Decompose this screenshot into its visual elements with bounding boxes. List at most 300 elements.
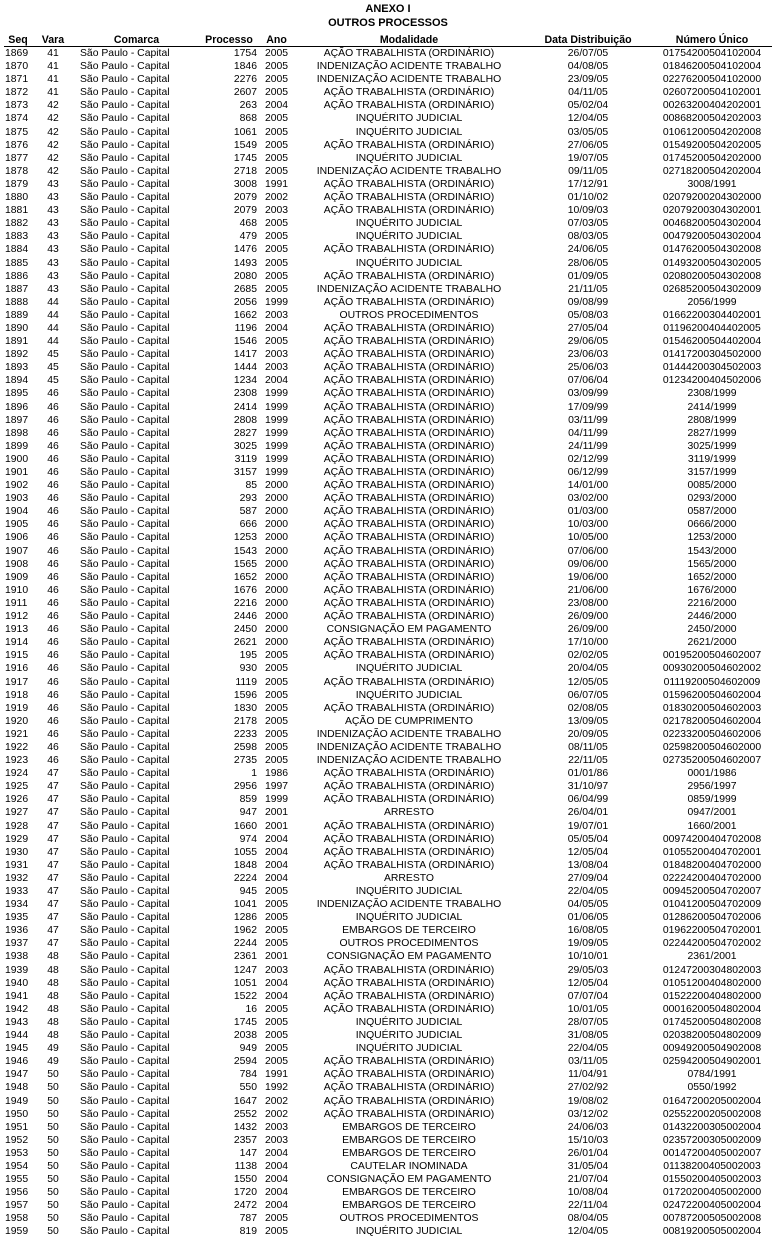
ano-cell: 2000 [264, 584, 289, 596]
ano-cell: 2004 [264, 322, 289, 334]
ano-cell: 2001 [264, 951, 289, 963]
vara-cell: 46 [47, 702, 59, 714]
modalidade-cell: AÇÃO TRABALHISTA (ORDINÁRIO) [323, 1056, 495, 1068]
seq-cell: 1914 [5, 637, 29, 649]
numero-unico-cell: 02224200404702000 [662, 872, 762, 884]
processo-cell: 1476 [233, 244, 257, 256]
vara-cell: 50 [47, 1174, 59, 1186]
ano-cell: 2005 [264, 650, 289, 662]
processo-cell: 2594 [233, 1056, 257, 1068]
comarca-cell: São Paulo - Capital [80, 912, 170, 924]
vara-cell: 46 [47, 453, 59, 465]
comarca-cell: São Paulo - Capital [80, 1030, 170, 1042]
ano-cell: 2005 [264, 87, 289, 99]
processo-cell: 2598 [233, 741, 257, 753]
ano-cell: 2005 [264, 741, 289, 753]
table-row [4, 217, 772, 230]
ano-cell: 2005 [264, 139, 289, 151]
vara-cell: 41 [47, 87, 59, 99]
processo-cell: 1962 [233, 925, 257, 937]
data-distribuicao-cell: 20/04/05 [567, 663, 609, 675]
table-row [4, 1108, 772, 1121]
numero-unico-cell: 01662200304402001 [662, 309, 762, 321]
table-row [4, 545, 772, 558]
processo-cell: 3157 [233, 467, 257, 478]
seq-cell: 1885 [5, 257, 29, 269]
ano-cell: 2003 [264, 309, 289, 321]
comarca-cell: São Paulo - Capital [80, 676, 170, 688]
seq-cell: 1924 [5, 768, 29, 780]
processo-cell: 2808 [233, 414, 257, 426]
ano-cell: 2003 [264, 1121, 289, 1133]
comarca-cell: São Paulo - Capital [80, 650, 170, 662]
data-distribuicao-cell: 03/02/00 [567, 493, 609, 505]
vara-cell: 42 [47, 152, 59, 164]
ano-cell: 2004 [264, 872, 289, 884]
modalidade-cell: AÇÃO TRABALHISTA (ORDINÁRIO) [323, 676, 495, 688]
seq-cell: 1900 [5, 453, 29, 465]
data-distribuicao-cell: 17/09/99 [567, 401, 609, 413]
vara-cell: 42 [47, 126, 59, 138]
vara-cell: 46 [47, 728, 59, 740]
table-row [4, 859, 772, 872]
seq-cell: 1933 [5, 886, 29, 897]
vara-cell: 50 [47, 1160, 59, 1172]
numero-unico-cell: 02244200504702002 [662, 938, 762, 950]
vara-cell: 46 [47, 558, 59, 570]
seq-cell: 1949 [5, 1095, 29, 1107]
ano-cell: 2005 [264, 925, 289, 937]
seq-cell: 1951 [5, 1121, 29, 1133]
table-row [4, 492, 772, 505]
comarca-cell: São Paulo - Capital [80, 1187, 170, 1199]
vara-cell: 45 [47, 349, 59, 361]
seq-cell: 1884 [5, 244, 29, 256]
seq-cell: 1882 [5, 218, 29, 230]
ano-cell: 2005 [264, 283, 289, 295]
table-row [4, 793, 772, 806]
table-row [4, 60, 772, 73]
data-distribuicao-cell: 27/02/92 [567, 1082, 609, 1094]
column-header-data-distribuicao: Data Distribuição [524, 35, 652, 47]
numero-unico-cell: 0784/1991 [687, 1069, 737, 1081]
processo-cell: 2450 [233, 624, 257, 636]
ano-cell: 2005 [264, 912, 289, 924]
column-header-vara: Vara [32, 35, 74, 47]
processo-cell: 1234 [233, 375, 257, 387]
processo-cell: 1647 [233, 1095, 257, 1107]
comarca-cell: São Paulo - Capital [80, 100, 170, 112]
seq-cell: 1934 [5, 899, 29, 911]
comarca-cell: São Paulo - Capital [80, 453, 170, 465]
seq-cell: 1890 [5, 322, 29, 334]
modalidade-cell: AÇÃO TRABALHISTA (ORDINÁRIO) [323, 1095, 495, 1107]
vara-cell: 48 [47, 964, 59, 976]
numero-unico-cell: 01596200504602004 [662, 689, 762, 701]
vara-cell: 50 [47, 1121, 59, 1133]
data-distribuicao-cell: 22/11/04 [568, 1200, 608, 1212]
numero-unico-cell: 02276200504102000 [662, 74, 762, 86]
modalidade-cell: EMBARGOS DE TERCEIRO [342, 1121, 476, 1133]
numero-unico-cell: 1652/2000 [687, 571, 737, 583]
ano-cell: 2000 [264, 611, 289, 623]
processo-cell: 293 [239, 493, 257, 505]
numero-unico-cell: 2056/1999 [687, 296, 737, 308]
data-distribuicao-cell: 07/03/05 [567, 218, 609, 230]
data-distribuicao-cell: 04/11/05 [568, 87, 608, 99]
data-distribuicao-cell: 09/06/00 [567, 558, 609, 570]
ano-cell: 2005 [264, 61, 289, 73]
vara-cell: 46 [47, 584, 59, 596]
modalidade-cell: AÇÃO TRABALHISTA (ORDINÁRIO) [323, 532, 495, 544]
vara-cell: 46 [47, 689, 59, 701]
page-title: ANEXO I [365, 3, 411, 15]
modalidade-cell: INDENIZAÇÃO ACIDENTE TRABALHO [316, 741, 502, 753]
seq-cell: 1893 [5, 362, 29, 374]
numero-unico-cell: 01745200504802008 [662, 1016, 762, 1028]
ano-cell: 2004 [264, 990, 289, 1002]
ano-cell: 2000 [264, 480, 289, 492]
table-row [4, 387, 772, 400]
processo-cell: 1119 [235, 676, 257, 688]
seq-cell: 1905 [5, 519, 29, 531]
numero-unico-cell: 2956/1997 [687, 781, 737, 793]
ano-cell: 1999 [264, 401, 289, 413]
processo-cell: 3119 [234, 453, 257, 465]
ano-cell: 2005 [264, 126, 289, 138]
vara-cell: 47 [47, 820, 59, 832]
seq-cell: 1920 [5, 715, 29, 727]
ano-cell: 2001 [264, 820, 289, 832]
table-row [4, 191, 772, 204]
processo-cell: 1493 [233, 257, 257, 269]
ano-cell: 2000 [264, 624, 289, 636]
numero-unico-cell: 01286200504702006 [662, 912, 762, 924]
processo-cell: 1720 [233, 1187, 257, 1199]
numero-unico-cell: 1660/2001 [687, 820, 737, 832]
comarca-cell: São Paulo - Capital [80, 322, 170, 334]
vara-cell: 45 [47, 362, 59, 374]
ano-cell: 2000 [264, 637, 289, 649]
ano-cell: 2005 [264, 702, 289, 714]
modalidade-cell: INQUÉRITO JUDICIAL [355, 886, 463, 897]
processo-cell: 2178 [233, 715, 257, 727]
vara-cell: 46 [47, 755, 59, 767]
modalidade-cell: AÇÃO TRABALHISTA (ORDINÁRIO) [323, 545, 495, 557]
comarca-cell: São Paulo - Capital [80, 493, 170, 505]
vara-cell: 42 [47, 113, 59, 125]
data-distribuicao-cell: 08/03/05 [567, 231, 609, 243]
seq-cell: 1921 [5, 728, 29, 740]
numero-unico-cell: 00016200504802004 [662, 1003, 762, 1015]
seq-cell: 1871 [5, 74, 29, 86]
data-distribuicao-cell: 26/09/00 [567, 624, 609, 636]
seq-cell: 1917 [5, 676, 29, 688]
numero-unico-cell: 01846200504102004 [662, 61, 762, 73]
table-row [4, 754, 772, 767]
vara-cell: 47 [47, 859, 59, 871]
numero-unico-cell: 00263200404202001 [662, 100, 762, 112]
modalidade-cell: AÇÃO TRABALHISTA (ORDINÁRIO) [323, 558, 495, 570]
modalidade-cell: AÇÃO TRABALHISTA (ORDINÁRIO) [323, 480, 495, 492]
seq-cell: 1903 [5, 493, 29, 505]
vara-cell: 46 [47, 506, 59, 518]
vara-cell: 49 [47, 1043, 59, 1055]
vara-cell: 48 [47, 1016, 59, 1028]
modalidade-cell: AÇÃO TRABALHISTA (ORDINÁRIO) [323, 296, 495, 308]
comarca-cell: São Paulo - Capital [80, 349, 170, 361]
data-distribuicao-cell: 01/09/05 [567, 270, 609, 282]
modalidade-cell: OUTROS PROCEDIMENTOS [339, 1213, 479, 1225]
seq-cell: 1888 [5, 296, 29, 308]
table-row [4, 1134, 772, 1147]
numero-unico-cell: 2361/2001 [687, 951, 737, 963]
table-row [4, 230, 772, 243]
ano-cell: 2005 [264, 244, 289, 256]
data-distribuicao-cell: 27/06/05 [567, 139, 609, 151]
table-row [4, 309, 772, 322]
numero-unico-cell: 00945200504702007 [662, 886, 762, 897]
column-header-seq: Seq [4, 35, 32, 47]
vara-cell: 49 [47, 1056, 59, 1068]
vara-cell: 44 [47, 296, 59, 308]
processo-cell: 2038 [233, 1030, 257, 1042]
numero-unico-cell: 2827/1999 [687, 427, 737, 439]
modalidade-cell: CONSIGNAÇÃO EM PAGAMENTO [326, 624, 492, 636]
processo-cell: 1676 [233, 584, 257, 596]
processo-cell: 1550 [233, 1174, 257, 1186]
ano-cell: 2005 [264, 1043, 289, 1055]
seq-cell: 1874 [5, 113, 29, 125]
processo-cell: 2414 [233, 401, 257, 413]
table-row [4, 335, 772, 348]
seq-cell: 1876 [5, 139, 29, 151]
data-distribuicao-cell: 12/04/05 [567, 113, 609, 125]
numero-unico-cell: 02594200504902001 [662, 1056, 762, 1068]
processo-cell: 1055 [233, 846, 257, 858]
table-row [4, 872, 772, 885]
modalidade-cell: CONSIGNAÇÃO EM PAGAMENTO [326, 951, 492, 963]
processo-cell: 949 [239, 1043, 257, 1055]
data-distribuicao-cell: 21/06/00 [567, 584, 609, 596]
seq-cell: 1944 [5, 1030, 29, 1042]
ano-cell: 2004 [264, 1200, 289, 1212]
processo-cell: 974 [239, 833, 257, 845]
seq-cell: 1959 [5, 1226, 29, 1238]
ano-cell: 2000 [264, 545, 289, 557]
ano-cell: 2005 [264, 676, 289, 688]
comarca-cell: São Paulo - Capital [80, 401, 170, 413]
comarca-cell: São Paulo - Capital [80, 833, 170, 845]
comarca-cell: São Paulo - Capital [80, 532, 170, 544]
table-row [4, 270, 772, 283]
numero-unico-cell: 02080200504302008 [662, 270, 762, 282]
data-distribuicao-cell: 12/05/04 [567, 846, 609, 858]
table-row [4, 584, 772, 597]
processo-cell: 2244 [233, 938, 257, 950]
comarca-cell: São Paulo - Capital [80, 624, 170, 636]
processo-cell: 2357 [233, 1134, 257, 1146]
comarca-cell: São Paulo - Capital [80, 1134, 170, 1146]
processo-cell: 1596 [233, 689, 257, 701]
ano-cell: 2000 [264, 597, 289, 609]
modalidade-cell: AÇÃO TRABALHISTA (ORDINÁRIO) [323, 322, 495, 334]
data-distribuicao-cell: 08/04/05 [567, 1213, 609, 1225]
comarca-cell: São Paulo - Capital [80, 388, 170, 400]
comarca-cell: São Paulo - Capital [80, 427, 170, 439]
seq-cell: 1956 [5, 1187, 29, 1199]
numero-unico-cell: 01720200405002000 [662, 1187, 762, 1199]
table-row [4, 322, 772, 335]
table-row [4, 479, 772, 492]
seq-cell: 1877 [5, 152, 29, 164]
comarca-cell: São Paulo - Capital [80, 964, 170, 976]
table-row [4, 453, 772, 466]
data-distribuicao-cell: 11/04/91 [568, 1069, 608, 1081]
comarca-cell: São Paulo - Capital [80, 87, 170, 99]
seq-cell: 1887 [5, 283, 29, 295]
ano-cell: 1999 [264, 296, 289, 308]
seq-cell: 1902 [5, 480, 29, 492]
seq-cell: 1881 [5, 205, 29, 217]
vara-cell: 46 [47, 427, 59, 439]
comarca-cell: São Paulo - Capital [80, 231, 170, 243]
vara-cell: 43 [47, 244, 59, 256]
modalidade-cell: AÇÃO TRABALHISTA (ORDINÁRIO) [323, 1069, 495, 1081]
processo-cell: 2308 [233, 388, 257, 400]
data-distribuicao-cell: 15/10/03 [567, 1134, 609, 1146]
modalidade-cell: INQUÉRITO JUDICIAL [355, 663, 463, 675]
seq-cell: 1937 [5, 938, 29, 950]
processo-cell: 2216 [233, 597, 257, 609]
table-row [4, 531, 772, 544]
seq-cell: 1883 [5, 231, 29, 243]
comarca-cell: São Paulo - Capital [80, 1108, 170, 1120]
vara-cell: 47 [47, 886, 59, 897]
data-distribuicao-cell: 03/11/99 [568, 414, 608, 426]
comarca-cell: São Paulo - Capital [80, 414, 170, 426]
ano-cell: 2002 [264, 1095, 289, 1107]
table-row [4, 662, 772, 675]
numero-unico-cell: 01055200404702001 [662, 846, 762, 858]
data-distribuicao-cell: 12/04/05 [567, 1226, 609, 1238]
vara-cell: 46 [47, 741, 59, 753]
vara-cell: 46 [47, 597, 59, 609]
modalidade-cell: AÇÃO TRABALHISTA (ORDINÁRIO) [323, 637, 495, 649]
processo-cell: 587 [239, 506, 257, 518]
vara-cell: 50 [47, 1108, 59, 1120]
numero-unico-cell: 01247200304802003 [662, 964, 762, 976]
comarca-cell: São Paulo - Capital [80, 768, 170, 780]
processo-cell: 2472 [233, 1200, 257, 1212]
vara-cell: 47 [47, 768, 59, 780]
processo-cell: 1247 [233, 964, 257, 976]
modalidade-cell: AÇÃO TRABALHISTA (ORDINÁRIO) [323, 611, 495, 623]
vara-cell: 46 [47, 624, 59, 636]
comarca-cell: São Paulo - Capital [80, 663, 170, 675]
modalidade-cell: AÇÃO TRABALHISTA (ORDINÁRIO) [323, 977, 495, 989]
data-distribuicao-cell: 19/07/05 [567, 152, 609, 164]
table-row [4, 165, 772, 178]
table-row [4, 1016, 772, 1029]
seq-cell: 1958 [5, 1213, 29, 1225]
vara-cell: 43 [47, 192, 59, 204]
data-distribuicao-cell: 29/05/03 [567, 964, 609, 976]
vara-cell: 46 [47, 493, 59, 505]
ano-cell: 2005 [264, 938, 289, 950]
processo-cell: 787 [239, 1213, 257, 1225]
vara-cell: 43 [47, 218, 59, 230]
ano-cell: 2003 [264, 349, 289, 361]
ano-cell: 2005 [264, 886, 289, 897]
comarca-cell: São Paulo - Capital [80, 1069, 170, 1081]
ano-cell: 2005 [264, 1056, 289, 1068]
table-row [4, 689, 772, 702]
table-row [4, 558, 772, 571]
numero-unico-cell: 00930200504602002 [662, 663, 762, 675]
comarca-cell: São Paulo - Capital [80, 519, 170, 531]
numero-unico-cell: 01476200504302008 [662, 244, 762, 256]
comarca-cell: São Paulo - Capital [80, 309, 170, 321]
numero-unico-cell: 01119200504602009 [663, 676, 761, 688]
table-row [4, 898, 772, 911]
ano-cell: 1986 [264, 768, 289, 780]
vara-cell: 46 [47, 519, 59, 531]
seq-cell: 1901 [5, 467, 29, 478]
processo-cell: 819 [239, 1226, 257, 1238]
ano-cell: 2005 [264, 165, 289, 177]
ano-cell: 2003 [264, 205, 289, 217]
ano-cell: 2004 [264, 1160, 289, 1172]
table-row [4, 243, 772, 256]
modalidade-cell: AÇÃO TRABALHISTA (ORDINÁRIO) [323, 414, 495, 426]
comarca-cell: São Paulo - Capital [80, 257, 170, 269]
seq-cell: 1942 [5, 1003, 29, 1015]
numero-unico-cell: 01234200404502006 [662, 375, 762, 387]
data-distribuicao-cell: 21/07/04 [567, 1174, 609, 1186]
processo-cell: 1848 [233, 859, 257, 871]
comarca-cell: São Paulo - Capital [80, 702, 170, 714]
numero-unico-cell: 0859/1999 [687, 794, 737, 806]
numero-unico-cell: 02607200504102001 [662, 87, 762, 99]
vara-cell: 43 [47, 270, 59, 282]
processo-cell: 2735 [233, 755, 257, 767]
data-distribuicao-cell: 08/11/05 [568, 741, 608, 753]
processo-cell: 468 [239, 218, 257, 230]
processo-cell: 1138 [234, 1160, 257, 1172]
table-row [4, 1173, 772, 1186]
modalidade-cell: AÇÃO TRABALHISTA (ORDINÁRIO) [323, 1082, 495, 1094]
modalidade-cell: INQUÉRITO JUDICIAL [355, 1016, 463, 1028]
modalidade-cell: INQUÉRITO JUDICIAL [355, 689, 463, 701]
numero-unico-cell: 01061200504202008 [662, 126, 762, 138]
modalidade-cell: AÇÃO TRABALHISTA (ORDINÁRIO) [323, 48, 495, 59]
table-row [4, 112, 772, 125]
numero-unico-cell: 0587/2000 [687, 506, 737, 518]
processo-cell: 3025 [233, 440, 257, 452]
comarca-cell: São Paulo - Capital [80, 467, 170, 478]
processo-cell: 1565 [233, 558, 257, 570]
numero-unico-cell: 01432200305002004 [662, 1121, 762, 1133]
seq-cell: 1957 [5, 1200, 29, 1212]
modalidade-cell: CAUTELAR INOMINADA [350, 1160, 468, 1172]
ano-cell: 2005 [264, 231, 289, 243]
processo-cell: 1543 [233, 545, 257, 557]
modalidade-cell: AÇÃO TRABALHISTA (ORDINÁRIO) [323, 584, 495, 596]
numero-unico-cell: 01196200404402005 [663, 322, 761, 334]
numero-unico-cell: 00479200504302004 [662, 231, 762, 243]
modalidade-cell: INQUÉRITO JUDICIAL [355, 126, 463, 138]
